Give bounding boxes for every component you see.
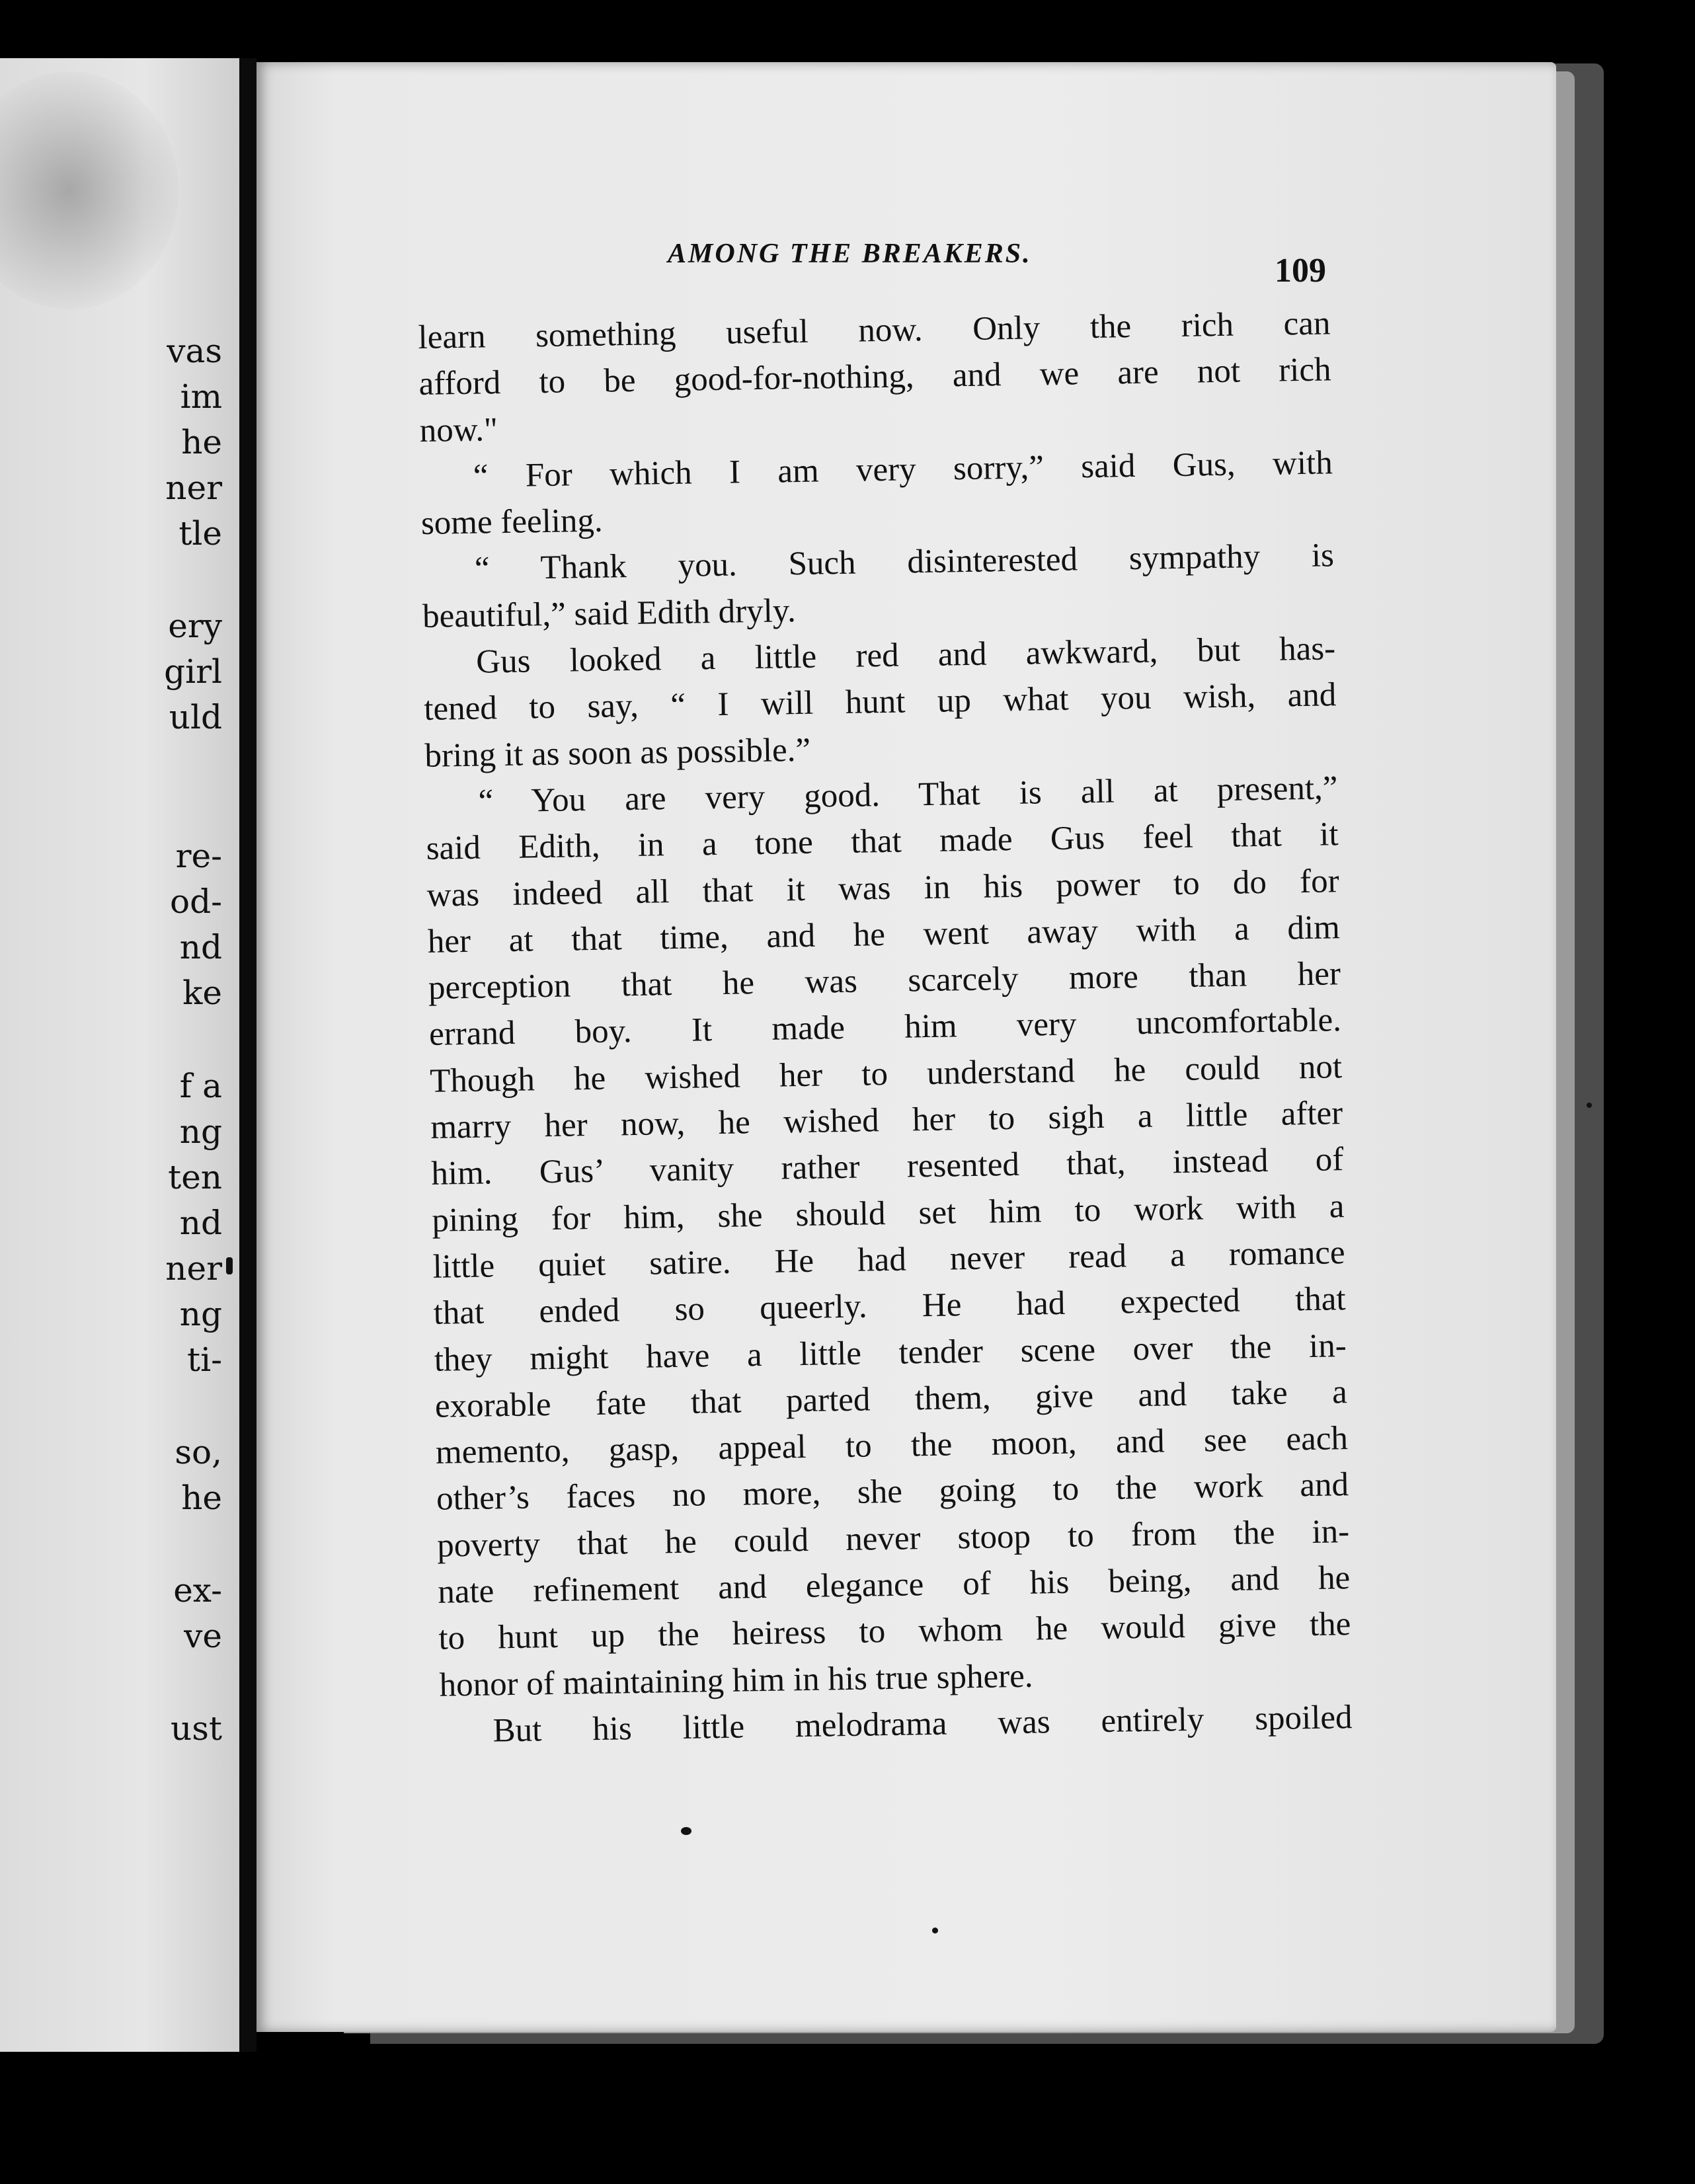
body-text bbox=[418, 300, 1353, 1755]
text-line: was indeed all that it was in his power to do for bbox=[426, 862, 1340, 914]
text-line: bring it as soon as possible.” bbox=[424, 731, 811, 775]
text-line: tened to say, “ I will hunt up what you wish, and bbox=[423, 676, 1337, 728]
water-stain bbox=[0, 71, 178, 309]
text-line: beautiful,” said Edith dryly. bbox=[422, 592, 797, 635]
left-page-fragment: ner bbox=[165, 469, 222, 507]
text-line: Though he wished her to understand he could not bbox=[429, 1048, 1343, 1100]
text-line: honor of maintaining him in his true sphere. bbox=[439, 1657, 1033, 1704]
left-page-fragment: od- bbox=[169, 882, 222, 921]
left-page-fragment: tle bbox=[178, 514, 222, 553]
text-line: memento, gasp, appeal to the moon, and see each bbox=[435, 1420, 1349, 1471]
left-page-fragment: re- bbox=[175, 837, 222, 875]
text-line: marry her now, he wished her to sigh a little after bbox=[430, 1095, 1343, 1146]
left-page-fragment: ke bbox=[182, 974, 222, 1012]
book-gutter bbox=[239, 58, 256, 2052]
text-line: said Edith, in a tone that made Gus feel that it bbox=[426, 816, 1339, 868]
text-line: “ You are very good. That is all at present,” bbox=[478, 769, 1338, 820]
text-line: now." bbox=[419, 410, 498, 449]
left-page-fragment: ust bbox=[171, 1709, 222, 1748]
text-line: her at that time, and he went away with a dim bbox=[427, 909, 1341, 960]
left-page-fragment: girl bbox=[164, 652, 222, 691]
left-page-fragment: nd bbox=[179, 928, 222, 966]
text-line: But his little melodrama was entirely spoiled bbox=[493, 1698, 1353, 1750]
left-page-fragment: ve bbox=[184, 1617, 222, 1655]
left-page-fragment: so, bbox=[175, 1433, 222, 1471]
text-line: perception that he was scarcely more than her bbox=[428, 955, 1341, 1007]
left-page-fragment: ti- bbox=[187, 1341, 222, 1379]
text-line: him. Gus’ vanity rather resented that, instead of bbox=[430, 1141, 1344, 1193]
left-page-fragment: ery bbox=[168, 607, 222, 645]
left-page-fragment: vas bbox=[167, 332, 222, 370]
left-page-fragment: ex- bbox=[173, 1571, 222, 1610]
text-line: afford to be good-for-nothing, and we are not rich bbox=[418, 351, 1331, 403]
left-page-fragment: uld bbox=[169, 698, 222, 736]
text-line: “ Thank you. Such disinterested sympathy is bbox=[474, 537, 1335, 588]
left-page-fragment: nd bbox=[179, 1204, 222, 1242]
text-line: learn something useful now. Only the rich can bbox=[418, 305, 1331, 356]
text-line: other’s faces no more, she going to the work and bbox=[436, 1466, 1349, 1518]
left-page-fragment: he bbox=[181, 423, 222, 461]
left-page-fragment: f a bbox=[179, 1067, 222, 1105]
text-line: “ For which I am very sorry,” said Gus, with bbox=[473, 444, 1333, 495]
text-line: errand boy. It made him very uncomfortable. bbox=[428, 1001, 1342, 1054]
left-page-fragment: ner bbox=[165, 1249, 222, 1288]
text-line: Gus looked a little red and awkward, but has- bbox=[475, 630, 1336, 681]
left-page-fragment: im bbox=[180, 377, 222, 416]
ink-speck bbox=[932, 1928, 938, 1933]
left-page-fragment: ng bbox=[179, 1112, 222, 1151]
running-head: AMONG THE BREAKERS. bbox=[668, 239, 1032, 269]
page-number: 109 bbox=[1275, 252, 1326, 290]
text-line: exorable fate that parted them, give and take a bbox=[434, 1373, 1348, 1425]
ink-speck bbox=[681, 1827, 691, 1835]
left-page bbox=[0, 58, 239, 2052]
text-line: some feeling. bbox=[420, 502, 604, 543]
text-line: they might have a little tender scene over the in- bbox=[434, 1327, 1347, 1379]
text-line: poverty that he could never stoop to from the in- bbox=[436, 1512, 1350, 1565]
text-line: that ended so queerly. He had expected that bbox=[433, 1280, 1347, 1333]
text-line: pining for him, she should set him to work with a bbox=[432, 1187, 1345, 1239]
left-page-fragment: he bbox=[181, 1479, 222, 1517]
ink-speck bbox=[1587, 1103, 1592, 1108]
left-page-fragment: ng bbox=[179, 1295, 222, 1333]
ink-speck bbox=[226, 1257, 233, 1274]
left-page-fragment: ten bbox=[168, 1158, 222, 1196]
text-line: little quiet satire. He had never read a romance bbox=[432, 1234, 1345, 1286]
text-line: nate refinement and elegance of his being, and he bbox=[437, 1559, 1351, 1611]
text-line: to hunt up the heiress to whom he would give the bbox=[438, 1606, 1351, 1658]
